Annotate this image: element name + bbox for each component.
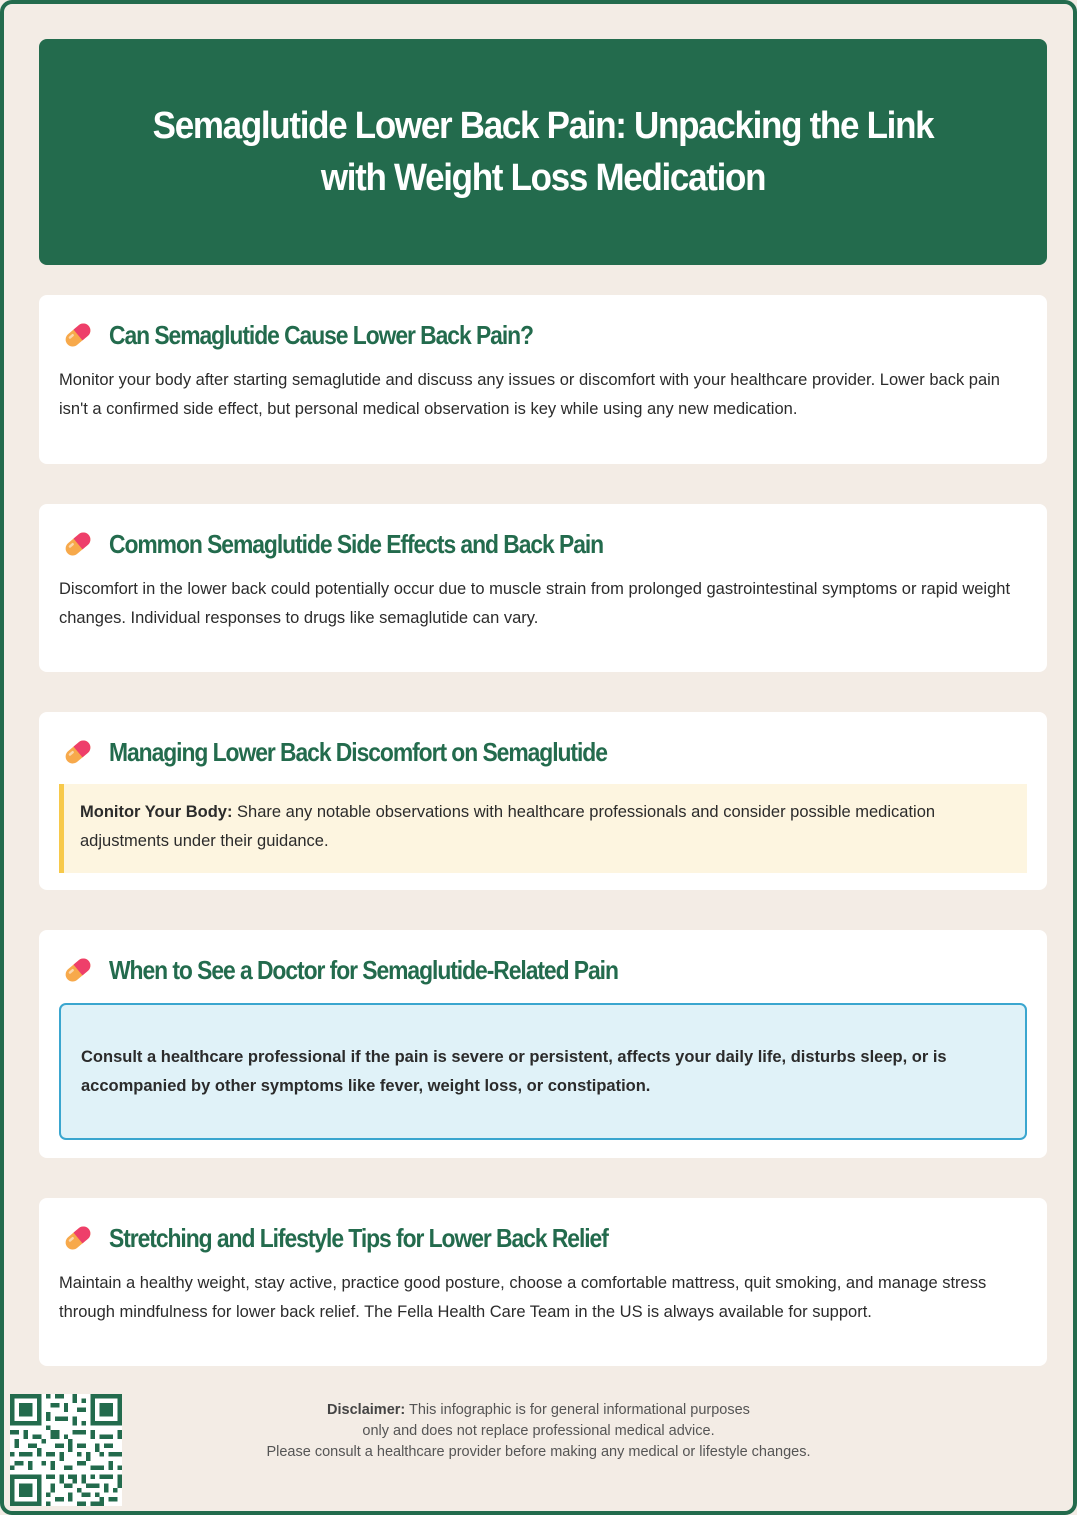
pill-icon <box>61 318 95 352</box>
section-card-can-cause <box>39 295 1047 464</box>
section-card-managing <box>39 712 1047 890</box>
section-body: Maintain a healthy weight, stay active, practice good posture, choose a comfortable mattress, quit smoking, and manage stress through mindfulness for lower back relief. The Fella Health Care Team in the US is always available for support. <box>59 1274 987 1321</box>
section-header <box>59 732 1027 772</box>
section-title: When to See a Doctor for Semaglutide-Related Pain <box>109 954 618 985</box>
pill-icon <box>61 1221 95 1255</box>
section-card-see-doctor <box>39 930 1047 1158</box>
disclaimer <box>140 1400 937 1463</box>
disclaimer-line-2: only and does not replace professional medical advice. <box>362 1423 715 1439</box>
pill-icon <box>61 953 95 987</box>
section-body: Monitor your body after starting semaglutide and discuss any issues or discomfort with your healthcare provider. Lower back pain isn't a confirmed side effect, but personal medical observation is key while using any new medication. <box>59 371 1000 418</box>
section-header <box>59 524 1027 564</box>
section-header <box>59 315 1027 355</box>
section-title: Managing Lower Back Discomfort on Semaglutide <box>109 736 607 767</box>
pill-icon <box>61 735 95 769</box>
disclaimer-line-1: Disclaimer: This infographic is for general informational purposes <box>327 1402 750 1418</box>
section-card-lifestyle-tips <box>39 1198 1047 1366</box>
pill-icon <box>61 527 95 561</box>
section-header <box>59 1218 1027 1258</box>
section-title: Stretching and Lifestyle Tips for Lower Back Relief <box>109 1222 608 1253</box>
section-body: Discomfort in the lower back could potentially occur due to muscle strain from prolonged gastrointestinal symptoms or rapid weight changes. Individual responses to drugs like semaglutide can vary. <box>59 580 1011 627</box>
page-title: Semaglutide Lower Back Pain: Unpacking the Link with Weight Loss Medication <box>152 105 934 199</box>
alert-box <box>59 1003 1027 1140</box>
section-title: Can Semaglutide Cause Lower Back Pain? <box>109 319 533 350</box>
qr-code-icon[interactable] <box>10 1394 122 1506</box>
page-header <box>39 39 1047 265</box>
disclaimer-line-3: Please consult a healthcare provider before making any medical or lifestyle changes. <box>266 1444 811 1460</box>
section-title: Common Semaglutide Side Effects and Back Pain <box>109 528 604 559</box>
section-card-side-effects <box>39 504 1047 672</box>
note-text: Share any notable observations with healthcare professionals and consider possible medication adjustments under their guidance. <box>80 803 936 850</box>
section-header <box>59 950 1027 990</box>
disclaimer-label: Disclaimer: <box>327 1402 406 1418</box>
highlight-note <box>59 784 1027 873</box>
alert-text: Consult a healthcare professional if the pain is severe or persistent, affects your daily life, disturbs sleep, or is accompanied by other symptoms like fever, weight loss, or constipation. <box>81 1047 947 1095</box>
note-label: Monitor Your Body: <box>80 803 233 821</box>
